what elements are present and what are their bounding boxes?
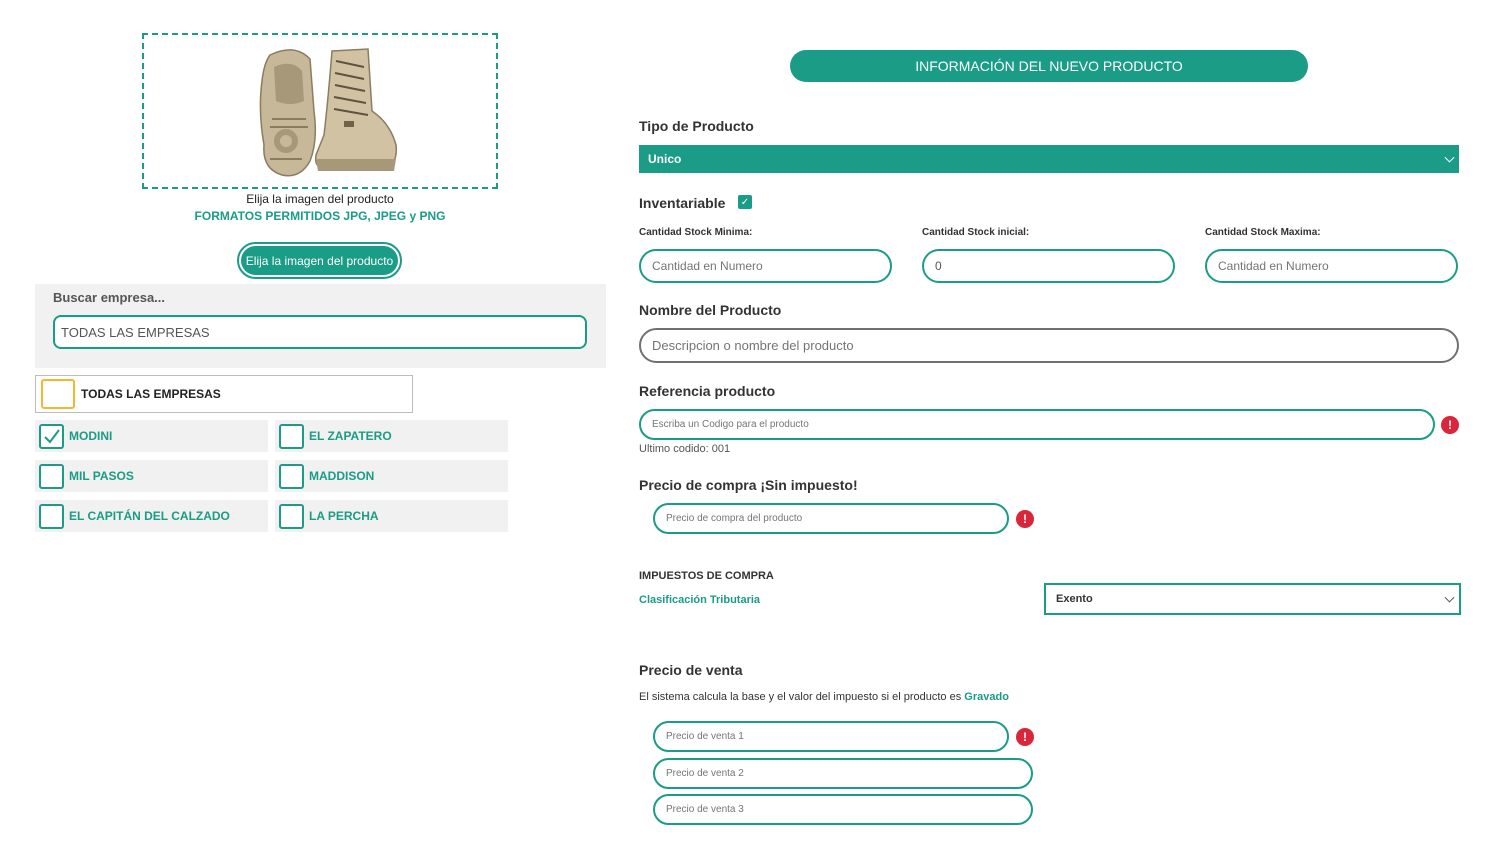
purchase-price-error-icon: ! [1016,510,1034,528]
chevron-down-icon [1445,153,1455,163]
choose-image-button[interactable] [237,242,402,279]
sale-price-3-input[interactable] [653,794,1033,825]
allowed-formats-text: FORMATOS PERMITIDOS JPG, JPEG y PNG [194,209,446,223]
stock-initial-label: Cantidad Stock inicial: [922,227,1030,238]
all-companies-label: TODAS LAS EMPRESAS [81,387,221,401]
inventariable-checkbox[interactable]: ✓ [738,195,752,209]
product-type-selected: Unico [648,152,682,166]
upload-caption: Elija la imagen del producto [246,192,394,206]
company-search-input[interactable] [53,315,587,349]
stock-max-input[interactable] [1205,249,1458,283]
company-option-mil-pasos[interactable] [35,460,268,492]
company-checkbox-el-zapatero[interactable] [279,424,304,449]
inventariable-label: Inventariable [639,195,726,211]
purchase-price-input[interactable] [653,503,1009,534]
company-option-maddison[interactable] [275,460,508,492]
tax-classification-selected: Exento [1056,593,1093,605]
company-checkbox-modini[interactable] [39,424,64,449]
stock-min-input[interactable] [639,249,892,283]
sale-price-1-input[interactable] [653,721,1009,752]
boots-product-image [240,41,400,181]
image-upload-dropzone[interactable] [142,33,498,189]
sale-price-label: Precio de venta [639,662,743,678]
company-search-label: Buscar empresa... [53,290,166,305]
company-checkbox-maddison[interactable] [279,464,304,489]
company-checkbox-mil-pasos[interactable] [39,464,64,489]
company-label: MODINI [69,429,113,443]
product-reference-input[interactable] [639,409,1435,440]
company-label: EL ZAPATERO [309,429,392,443]
last-code-text: Ultimo codido: 001 [639,443,731,455]
all-companies-option[interactable] [35,375,413,413]
company-label: EL CAPITÁN DEL CALZADO [69,509,230,523]
sale-price-description [639,691,1009,703]
stock-initial-input[interactable] [922,249,1175,283]
product-type-label: Tipo de Producto [639,118,754,134]
form-title-banner: INFORMACIÓN DEL NUEVO PRODUCTO [790,50,1308,82]
company-label: LA PERCHA [309,509,379,523]
sale-price-description-text: El sistema calcula la base y el valor del impuesto si el producto es [639,691,965,703]
sale-price-error-icon: ! [1016,728,1034,746]
product-name-label: Nombre del Producto [639,302,782,318]
checkmark-icon [43,428,61,444]
product-type-select[interactable] [639,145,1459,173]
all-companies-checkbox[interactable] [41,379,75,409]
company-option-el-zapatero[interactable] [275,420,508,452]
stock-min-label: Cantidad Stock Minima: [639,227,753,238]
reference-error-icon: ! [1441,416,1459,434]
gravado-highlight: Gravado [964,691,1009,703]
company-checkbox-el-capitan-del-calzado[interactable] [39,504,64,529]
purchase-taxes-heading: IMPUESTOS DE COMPRA [639,570,774,582]
chevron-down-icon [1445,593,1455,603]
company-option-modini[interactable] [35,420,268,452]
purchase-price-label: Precio de compra ¡Sin impuesto! [639,477,858,493]
company-option-la-percha[interactable] [275,500,508,532]
sale-price-2-input[interactable] [653,758,1033,789]
choose-image-button-label: Elija la imagen del producto [241,246,398,275]
company-label: MADDISON [309,469,375,483]
company-option-el-capitan-del-calzado[interactable] [35,500,268,532]
company-checkbox-la-percha[interactable] [279,504,304,529]
product-reference-label: Referencia producto [639,383,776,399]
tax-classification-select[interactable] [1044,583,1461,615]
stock-max-label: Cantidad Stock Maxima: [1205,227,1321,238]
product-name-input[interactable] [639,328,1459,363]
company-label: MIL PASOS [69,469,134,483]
tax-classification-label: Clasificación Tributaria [639,594,761,606]
